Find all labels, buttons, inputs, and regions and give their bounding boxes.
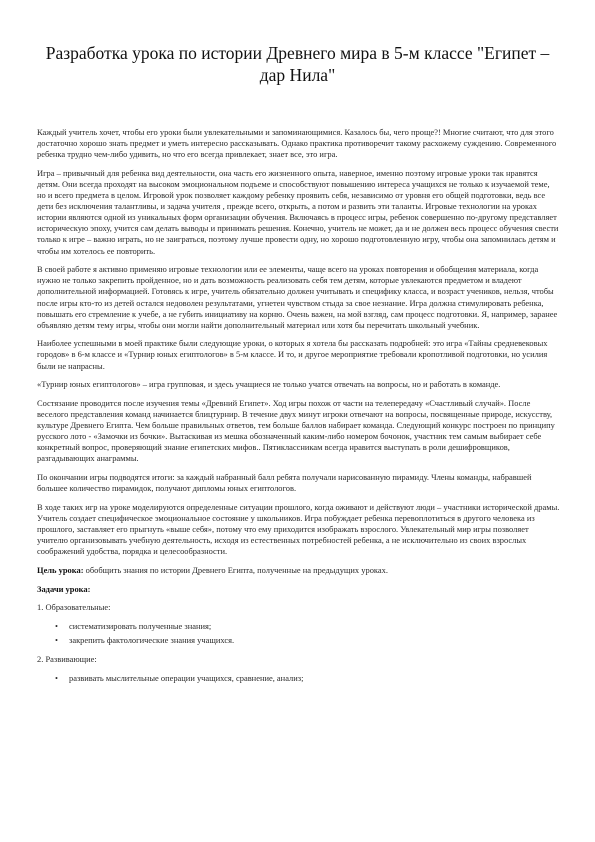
document-body [37, 127, 560, 692]
bullet-icon: • [55, 621, 58, 631]
tasks-heading: Задачи урока: [37, 583, 91, 594]
paragraph: Игра – привычный для ребенка вид деятельности, она часть его жизненного опыта, наверное, именно поэтому игровые уроки так нравятся детям. Они всегда проходят на высоком эмоциональном подъеме и способствуют повышению интереса учащихся не только к изучаемой теме, но и всего предмета в целом. Игровой урок позволяет каждому ребенку проявить себя, независимо от уровня его общей подготовки, ведь все дети без исключения талантливы, и задача учителя , прежде всего, открыть, а потом и развить эти таланты. Игровые технологии на уроках истории являются одной из уникальных форм организации обучения. Включаясь в процесс игры, ребенок совершенно по-другому представляет историческую эпоху, учится сам делать выводы и принимать решения. Конечно, учитель не может, да и не должен весь процесс обучения свести только к игре – важно играть, но не заиграться, поэтому лучше провести одну, но хорошо подготовленную игру, чтобы она запомнилась детям и чтобы им хотелось ее повторить. [37, 167, 559, 256]
lesson-goal-text: обобщить знания по истории Древнего Египта, полученные на предыдущих уроках. [83, 564, 388, 575]
bullet-icon: • [55, 672, 58, 683]
paragraph: Состязание проводится после изучения темы «Древний Египет». Ход игры похож от части на телепередачу «Счастливый случай». После веселого представления команд начинается блицтурнир. В течение двух минут игроки отвечают на вопросы, посвященные природе, искусству, культуре Древнего Египта. Чем больше правильных ответов, тем больше баллов набирает команда. Следующий конкурс построен по принципу русского лото - «Замочки из бочки». Вытаскивая из мешка обозначенный каким-либо номером бочонок, участник тем самым выбирает себе конкретный вопрос, проверяющий знание египетских мифов.. Пятиклассникам всегда нравится выступать в роли дешифровщиков, разгадывающих анаграммы. [37, 397, 555, 464]
paragraph: Каждый учитель хочет, чтобы его уроки были увлекательными и запоминающимися. Казалось бы, чего проще?! Многие считают, что для этого достаточно хорошо знать предмет и уметь интересно рассказывать. Однако практика противоречит такому расхожему суждению. Современного ребенка трудно чем-либо удивить, но что его всегда привлекает, знает все, это игра. [37, 127, 557, 160]
section-title: 2. Развивающие: [37, 654, 97, 665]
paragraph: «Турнир юных египтологов» – игра групповая, и здесь учащиеся не только учатся отвечать на вопросы, но и работать в команде. [37, 379, 501, 390]
document-title: Разработка урока по истории Древнего мира в 5-м классе "Египет – дар Нила" [45, 43, 550, 85]
paragraph: По окончании игры подводятся итоги: за каждый набранный балл ребята получали нарисованную пирамиду. Члены команды, набравшей большее количество пирамидок, получают дипломы юных египтологов. [37, 472, 532, 494]
paragraph: В своей работе я активно применяю игровые технологии или ее элементы, чаще всего на уроках повторения и обобщения материала, когда нужно не только закрепить пройденное, но и дать возможность реализовать себя тем детям, которые увлекаются предметом и владеют дополнительной информацией. Готовясь к игре, учитель обязательно должен учитывать и специфику класса, и возраст учеников, нельзя, чтобы после игры кто-то из детей остался недоволен результатами, угнетен чувством стыда за свое незнание. Игра должна стимулировать ребенка, повышать его стремление к учебе, а не губить инициативу на корню. Очень важен, на мой взгляд, сам процесс подготовки. Я, например, заранее объявляю детям тему игры, чтобы они могли найти дополнительный материал или хотя бы перечитать школьный учебник. [37, 264, 558, 330]
list-item-text: закрепить фактологические знания учащихся. [69, 635, 235, 646]
list-item [37, 673, 560, 684]
bullet-icon: • [55, 635, 58, 646]
section-title: 1. Образовательные: [37, 602, 111, 613]
paragraph: В ходе таких игр на уроке моделируются определенные ситуации прошлого, когда оживают и действуют люди – участники исторической драмы. Учитель создает специфическое эмоциональное состояние у школьников. Игра побуждает ребенка перевоплотиться в другого человека из прошлого, заставляет его прыгнуть «выше себя», потому что ему приходится изображать взрослого. Увлекательный мир игры позволяет учителю организовывать учебную деятельность, исходя из естественных потребностей ребенка, а не исключительно из своих взрослых соображений удобства, порядка и целесообразности. [37, 501, 560, 557]
list-item-text: систематизировать полученные знания; [69, 621, 212, 631]
list-item-text: развивать мыслительные операции учащихся, сравнение, анализ; [69, 672, 304, 683]
list-item [37, 621, 560, 632]
lesson-goal [37, 565, 560, 576]
lesson-goal-label: Цель урока: [37, 564, 84, 575]
list-item [37, 635, 560, 646]
task-list [37, 673, 560, 684]
paragraph: Наиболее успешными в моей практике были следующие уроки, о которых я хотела бы рассказать подробней: это игра «Тайны средневековых городов» в 6-м классе и «Турнир юных египтологов» в 5-м классе. И то, и другое мероприятие требовали кропотливой подготовки, но усилия были не напрасны. [37, 338, 548, 371]
task-list [37, 621, 560, 647]
